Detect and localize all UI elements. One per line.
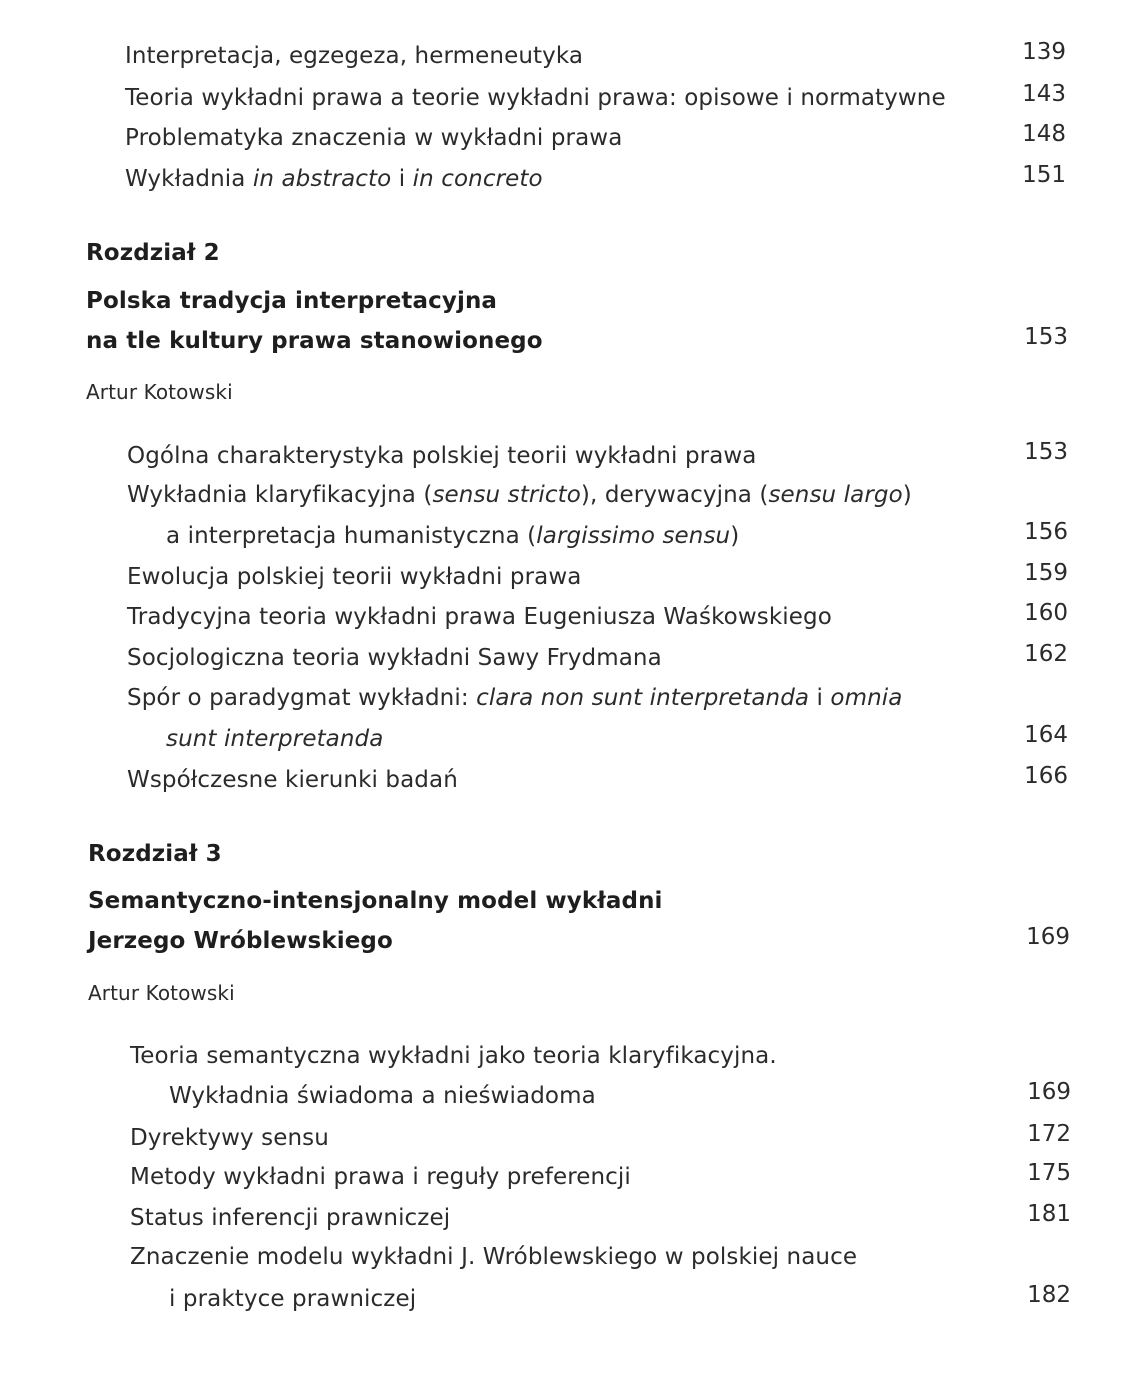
page-number: 156 bbox=[1024, 519, 1068, 545]
chapter-title: Jerzego Wróblewskiego bbox=[88, 928, 393, 954]
text-part: ), derywacyjna ( bbox=[580, 482, 769, 508]
page-number: 139 bbox=[1022, 39, 1066, 65]
chapter-title: Polska tradycja interpretacyjna bbox=[86, 288, 498, 314]
text-part: a interpretacja humanistyczna ( bbox=[166, 523, 537, 549]
entry-title bbox=[125, 164, 543, 194]
entry-title: Współczesne kierunki badań bbox=[127, 767, 458, 793]
italic-text: sunt interpretanda bbox=[166, 726, 384, 752]
text-part: Wykładnia klaryfikacyjna ( bbox=[127, 482, 433, 508]
entry-title: Znaczenie modelu wykładni J. Wróblewskiego w polskiej nauce bbox=[130, 1244, 858, 1270]
entry-title: Problematyka znaczenia w wykładni prawa bbox=[125, 125, 623, 151]
entry-title: Socjologiczna teoria wykładni Sawy Frydmana bbox=[127, 645, 662, 671]
entry-title: Teoria wykładni prawa a teorie wykładni prawa: opisowe i normatywne bbox=[125, 85, 946, 111]
text-part: i bbox=[391, 166, 413, 192]
italic-text: clara non sunt interpretanda bbox=[476, 685, 810, 711]
entry-title: Ewolucja polskiej teorii wykładni prawa bbox=[127, 564, 582, 590]
page-number: 143 bbox=[1022, 81, 1066, 107]
chapter-label: Rozdział 3 bbox=[88, 841, 222, 867]
entry-title: Metody wykładni prawa i reguły preferencji bbox=[130, 1164, 631, 1190]
entry-title-continuation bbox=[166, 521, 739, 551]
chapter-label: Rozdział 2 bbox=[86, 240, 220, 266]
page-number: 148 bbox=[1022, 121, 1066, 147]
entry-title: Teoria semantyczna wykładni jako teoria klaryfikacyjna. bbox=[130, 1043, 777, 1069]
page-number: 153 bbox=[1024, 439, 1068, 465]
page-number: 162 bbox=[1024, 641, 1068, 667]
entry-title: Tradycyjna teoria wykładni prawa Eugeniusza Waśkowskiego bbox=[127, 604, 832, 630]
page-number: 172 bbox=[1027, 1121, 1071, 1147]
entry-title: Status inferencji prawniczej bbox=[130, 1205, 451, 1231]
text-part: Wykładnia bbox=[125, 166, 253, 192]
entry-title: Ogólna charakterystyka polskiej teorii wykładni prawa bbox=[127, 443, 757, 469]
entry-title-continuation: i praktyce prawniczej bbox=[169, 1286, 417, 1312]
italic-text: in abstracto bbox=[252, 166, 392, 192]
page-number: 175 bbox=[1027, 1160, 1071, 1186]
italic-text: largissimo sensu bbox=[536, 523, 731, 549]
entry-title: Dyrektywy sensu bbox=[130, 1125, 329, 1151]
page-number: 169 bbox=[1027, 1079, 1071, 1105]
page-number: 166 bbox=[1024, 763, 1068, 789]
entry-title-continuation bbox=[166, 724, 383, 754]
chapter-author: Artur Kotowski bbox=[88, 981, 235, 1005]
text-part: i bbox=[809, 685, 831, 711]
italic-text: sensu stricto bbox=[432, 482, 581, 508]
text-part: Spór o paradygmat wykładni: bbox=[127, 685, 477, 711]
entry-title: Interpretacja, egzegeza, hermeneutyka bbox=[125, 43, 584, 69]
entry-title bbox=[127, 683, 902, 713]
italic-text: omnia bbox=[830, 685, 903, 711]
entry-title bbox=[127, 480, 912, 510]
italic-text: sensu largo bbox=[768, 482, 903, 508]
chapter-author: Artur Kotowski bbox=[86, 380, 233, 404]
text-part: ) bbox=[902, 482, 912, 508]
page-number: 159 bbox=[1024, 560, 1068, 586]
page-number: 164 bbox=[1024, 722, 1068, 748]
page-number: 182 bbox=[1027, 1282, 1071, 1308]
page-number: 169 bbox=[1026, 924, 1070, 950]
italic-text: in concreto bbox=[412, 166, 543, 192]
text-part: ) bbox=[730, 523, 740, 549]
chapter-title: na tle kultury prawa stanowionego bbox=[86, 328, 543, 354]
page-number: 160 bbox=[1024, 600, 1068, 626]
page-number: 153 bbox=[1024, 324, 1068, 350]
page-number: 181 bbox=[1027, 1201, 1071, 1227]
chapter-title: Semantyczno-intensjonalny model wykładni bbox=[88, 888, 663, 914]
page-number: 151 bbox=[1022, 162, 1066, 188]
entry-title-continuation: Wykładnia świadoma a nieświadoma bbox=[169, 1083, 596, 1109]
